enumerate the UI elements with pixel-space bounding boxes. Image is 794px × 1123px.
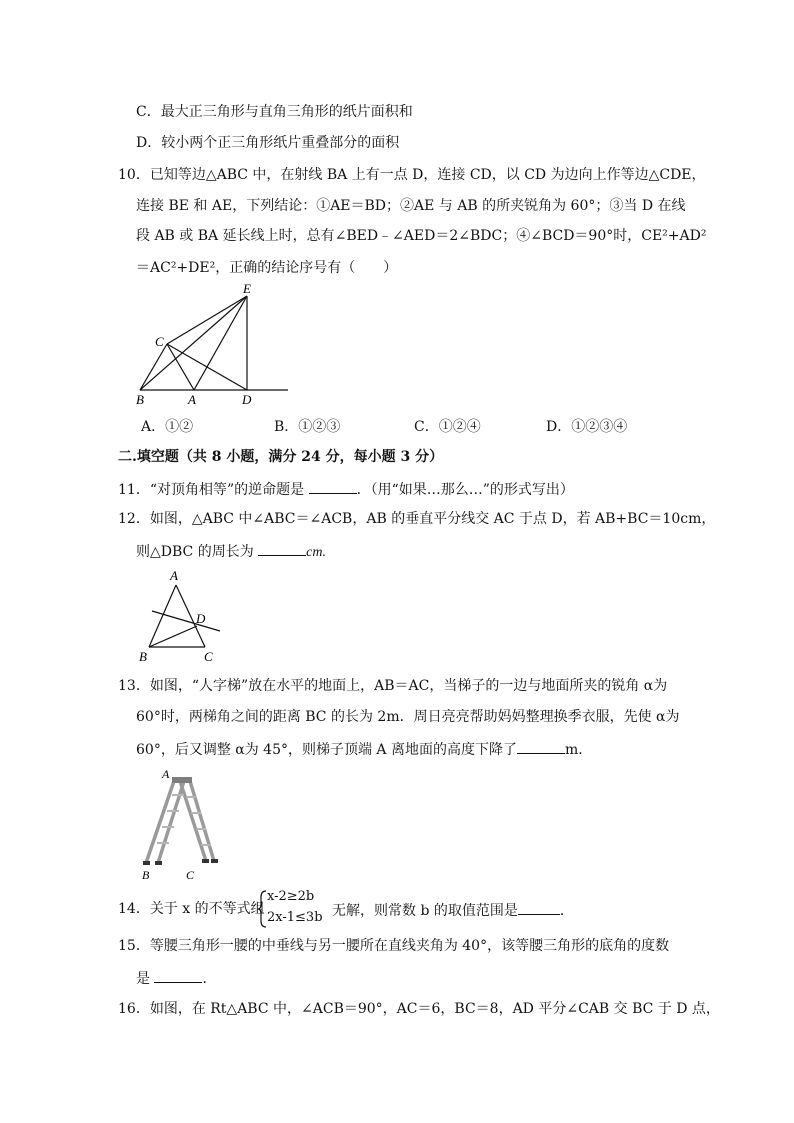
q14-answer-blank [518, 900, 560, 915]
q13-label-c: C [186, 868, 195, 882]
q13-line3-b: m． [565, 742, 593, 758]
q11-text-b: ．（用“如果…那么…”的形式写出） [356, 482, 574, 498]
q10-option-b: B．①②③ [274, 419, 341, 435]
q14-system-brace [257, 889, 267, 929]
q10-label-c: C [155, 334, 164, 349]
q12-label-a: A [170, 568, 178, 583]
q12-line2-b: cm. [306, 545, 326, 560]
q14-inequality-1: x-2≥2b [267, 889, 315, 904]
q10-line1: 10．已知等边△ABC 中，在射线 BA 上有一点 D，连接 CD，以 CD 为边向上作等边△CDE， [118, 167, 706, 183]
q14-text-c: ． [559, 903, 574, 919]
q11-text [118, 479, 574, 499]
q11-text-a: 11．“对顶角相等”的逆命题是 [118, 482, 305, 498]
q10-line4: ＝AC²+DE²，正确的结论序号有（ ） [136, 260, 398, 276]
q13-line3-a: 60°，后又调整 α为 45°，则梯子顶端 A 离地面的高度下降了 [136, 742, 517, 758]
q10-line2: 连接 BE 和 AE，下列结论：①AE＝BD；②AE 与 AB 的所夹锐角为 60°；③当 D 在线 [136, 198, 686, 214]
q15-line2 [136, 968, 216, 988]
q12-figure [136, 565, 236, 665]
q15-line2-a: 是 [136, 971, 150, 987]
q15-answer-blank [154, 968, 202, 983]
q13-line2: 60°时，两梯角之间的距离 BC 的长为 2m．周日亮亮帮助妈妈整理换季衣服，先使 α为 [136, 709, 680, 725]
q10-label-b: B [136, 392, 144, 407]
q10-line3: 段 AB 或 BA 延长线上时，总有∠BED﹣∠AED＝2∠BDC；④∠BCD＝90°时，CE²+AD² [136, 228, 707, 244]
section-heading: 二.填空题（共 8 小题，满分 24 分，每小题 3 分） [118, 449, 444, 465]
q9-option-d: D．较小两个正三角形纸片重叠部分的面积 [136, 135, 400, 151]
q14-text-b: 无解，则常数 b 的取值范围是 [332, 903, 518, 919]
q12-label-b: B [139, 649, 147, 664]
q13-label-b: B [142, 868, 150, 882]
q14-inequality-2: 2x-1≤3b [267, 910, 323, 925]
q14-text-a: 14．关于 x 的不等式组 [118, 901, 265, 917]
q12-label-c: C [204, 649, 213, 664]
q11-answer-blank [309, 479, 357, 494]
q16-line1: 16．如图，在 Rt△ABC 中，∠ACB＝90°，AC＝6，BC＝8，AD 平分∠CAB 交 BC 于 D 点， [118, 1001, 720, 1017]
q10-label-d: D [242, 392, 252, 407]
q13-answer-blank [517, 739, 565, 754]
q13-label-a: A [162, 767, 170, 781]
q12-line1: 12．如图，△ABC 中∠ABC＝∠ACB，AB 的垂直平分线交 AC 于点 D，若 AB+BC＝10cm， [118, 511, 716, 527]
q10-option-a: A．①② [141, 419, 194, 435]
q15-line2-b: ． [202, 971, 217, 987]
q10-figure [130, 280, 295, 408]
q10-option-d: D．①②③④ [546, 419, 628, 435]
q12-line2-a: 则△DBC 的周长为 [136, 544, 254, 560]
q12-label-d: D [196, 611, 206, 626]
q13-line3 [136, 739, 592, 759]
q10-option-c: C．①②④ [414, 419, 481, 435]
q12-line2 [136, 541, 326, 562]
q14-text-bc [332, 900, 574, 920]
q13-line1: 13．如图，“人字梯”放在水平的地面上，AB＝AC，当梯子的一边与地面所夹的锐角 α为 [118, 678, 668, 694]
q10-label-e: E [243, 281, 251, 296]
q13-ladder-figure [134, 765, 224, 885]
q10-label-a: A [188, 392, 196, 407]
q9-option-c: C．最大正三角形与直角三角形的纸片面积和 [136, 104, 413, 120]
q15-line1: 15．等腰三角形一腰的中垂线与另一腰所在直线夹角为 40°，该等腰三角形的底角的度数 [118, 938, 670, 954]
q12-answer-blank [258, 541, 306, 556]
